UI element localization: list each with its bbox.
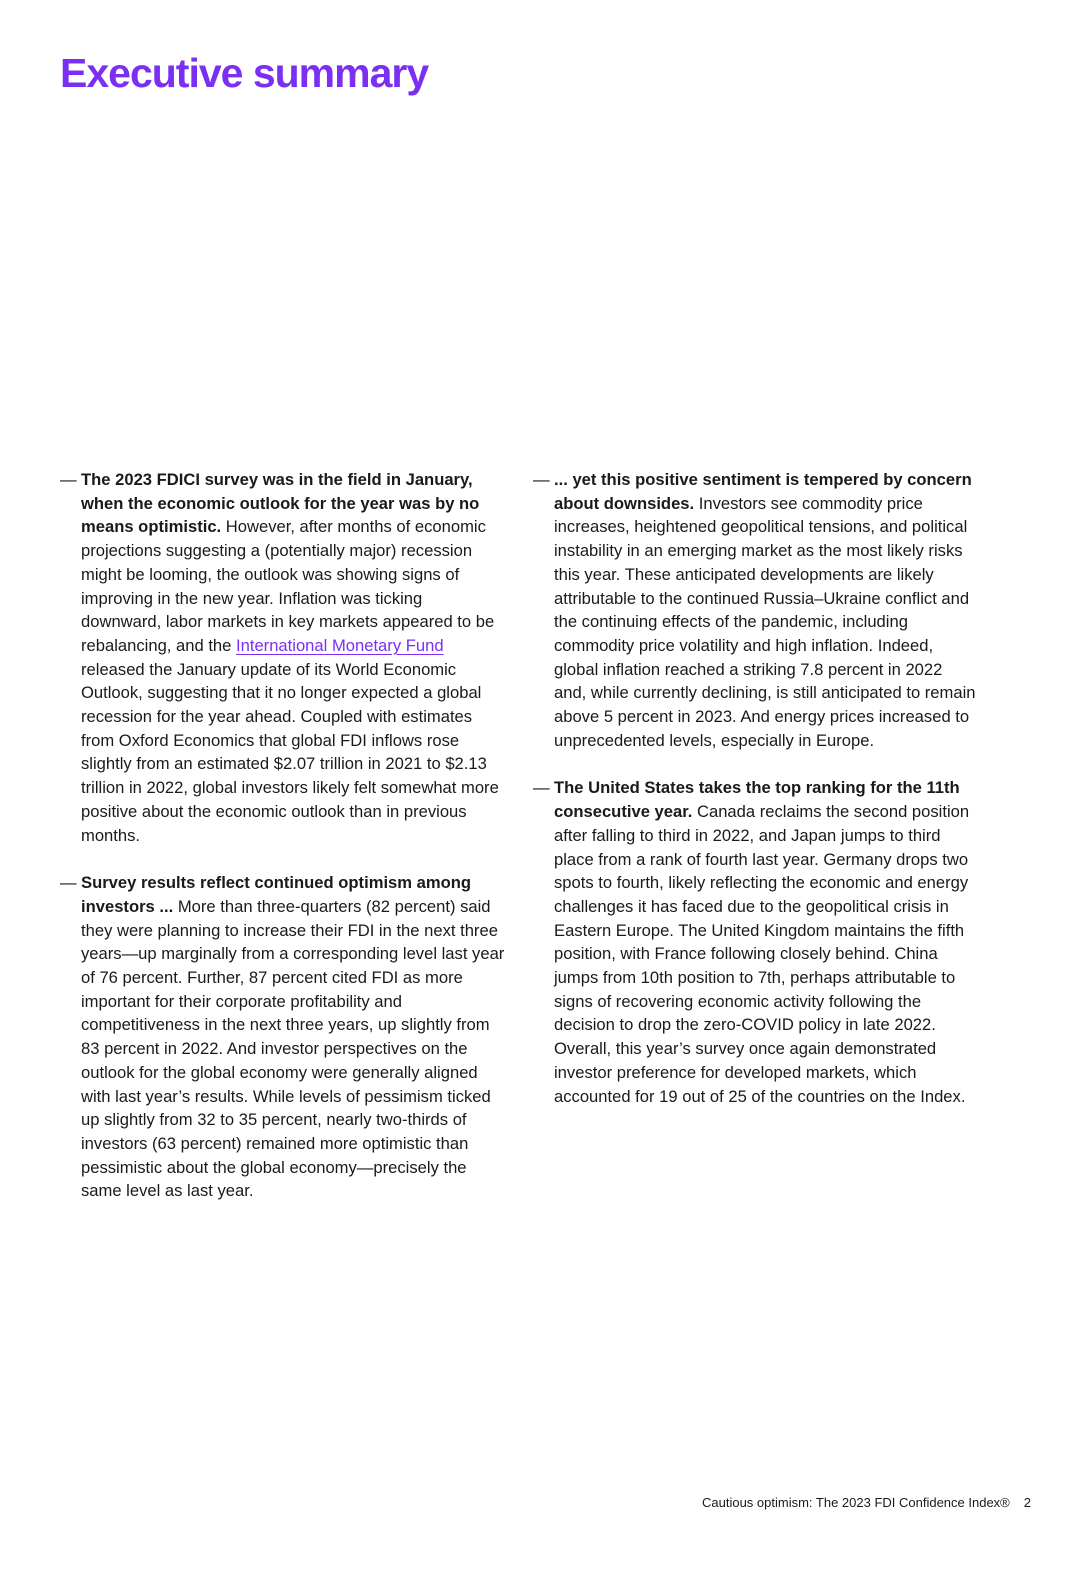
- bullet-text: However, after months of economic projections suggesting a (potentially major) recession might be looming, the outlook was showing signs of improving in the new year. Inflation was ticking downward, labor markets in key markets appeared to be rebalancing, and the: [81, 517, 495, 655]
- bullet-lead: The 2023 FDICI survey was in the field in January, when the economic outlook for the year was by no means optimistic.: [81, 470, 480, 537]
- bullet-text: Canada reclaims the second position after falling to third in 2022, and Japan jumps to third place from a rank of fourth last year. Germany drops two spots to fourth, likely reflecting the economic and energy challenges it has faced due to the geopolitical crisis in Eastern Europe. The United Kingdom maintains the fifth position, with France following closely behind. China jumps from 10th position to 7th, perhaps attributable to signs of recovering economic activity following the decision to drop the zero-COVID policy in late 2022. Overall, this year’s survey once again demonstrated investor preference for developed markets, which accounted for 19 out of 25 of the countries on the Index.: [554, 802, 970, 1106]
- left-column: [60, 468, 505, 1227]
- bullet-dash: —: [60, 873, 77, 893]
- right-column: [533, 468, 978, 1132]
- bullet-lead: Survey results reflect continued optimism among investors ...: [81, 873, 472, 916]
- bullet-item: [60, 468, 505, 847]
- bullet-item: [533, 468, 978, 752]
- bullet-dash: —: [533, 470, 550, 489]
- imf-link[interactable]: International Monetary Fund: [236, 635, 444, 655]
- bullet-lead: ... yet this positive sentiment is tempered by concern about downsides.: [554, 470, 972, 513]
- page-footer: [702, 1495, 1031, 1510]
- bullet-dash: —: [60, 470, 77, 489]
- bullet-dash: —: [533, 778, 550, 798]
- page-title: Executive summary: [60, 50, 429, 96]
- footer-title: Cautious optimism: The 2023 FDI Confidence Index®: [701, 1495, 1010, 1510]
- page-number: 2: [1023, 1495, 1031, 1510]
- bullet-text: More than three-quarters (82 percent) said they were planning to increase their FDI in the next three years—up marginally from a corresponding level last year of 76 percent. Further, 87 percent cited FDI as more important for their corporate profitability and competitiveness in the next three years, up slightly from 83 percent in 2022. And investor perspectives on the outlook for the global economy were generally aligned with last year’s results. While levels of pessimism ticked up slightly from 32 to 35 percent, nearly two-thirds of investors (63 percent) remained more optimistic than pessimistic about the global economy—precisely the same level as last year.: [81, 896, 505, 1201]
- bullet-item: [533, 776, 978, 1108]
- bullet-lead: The United States takes the top ranking for the 11th consecutive year.: [554, 778, 960, 822]
- bullet-text: Investors see commodity price increases, heightened geopolitical tensions, and political instability in an emerging market as the most likely risks this year. These anticipated developments are likely attributable to the continued Russia–Ukraine conflict and the continuing effects of the pandemic, including commodity price volatility and high inflation. Indeed, global inflation reached a striking 7.8 percent in 2022 and, while currently declining, is still anticipated to remain above 5 percent in 2023. And energy prices increased to unprecedented levels, especially in Europe.: [554, 493, 976, 750]
- bullet-item: [60, 871, 505, 1203]
- bullet-text: released the January update of its World Economic Outlook, suggesting that it no longer expected a global recession for the year ahead. Coupled with estimates from Oxford Economics that global FDI inflows rose slightly from an estimated $2.07 trillion in 2021 to $2.13 trillion in 2022, global investors likely felt somewhat more positive about the economic outlook than in previous months.: [81, 659, 499, 845]
